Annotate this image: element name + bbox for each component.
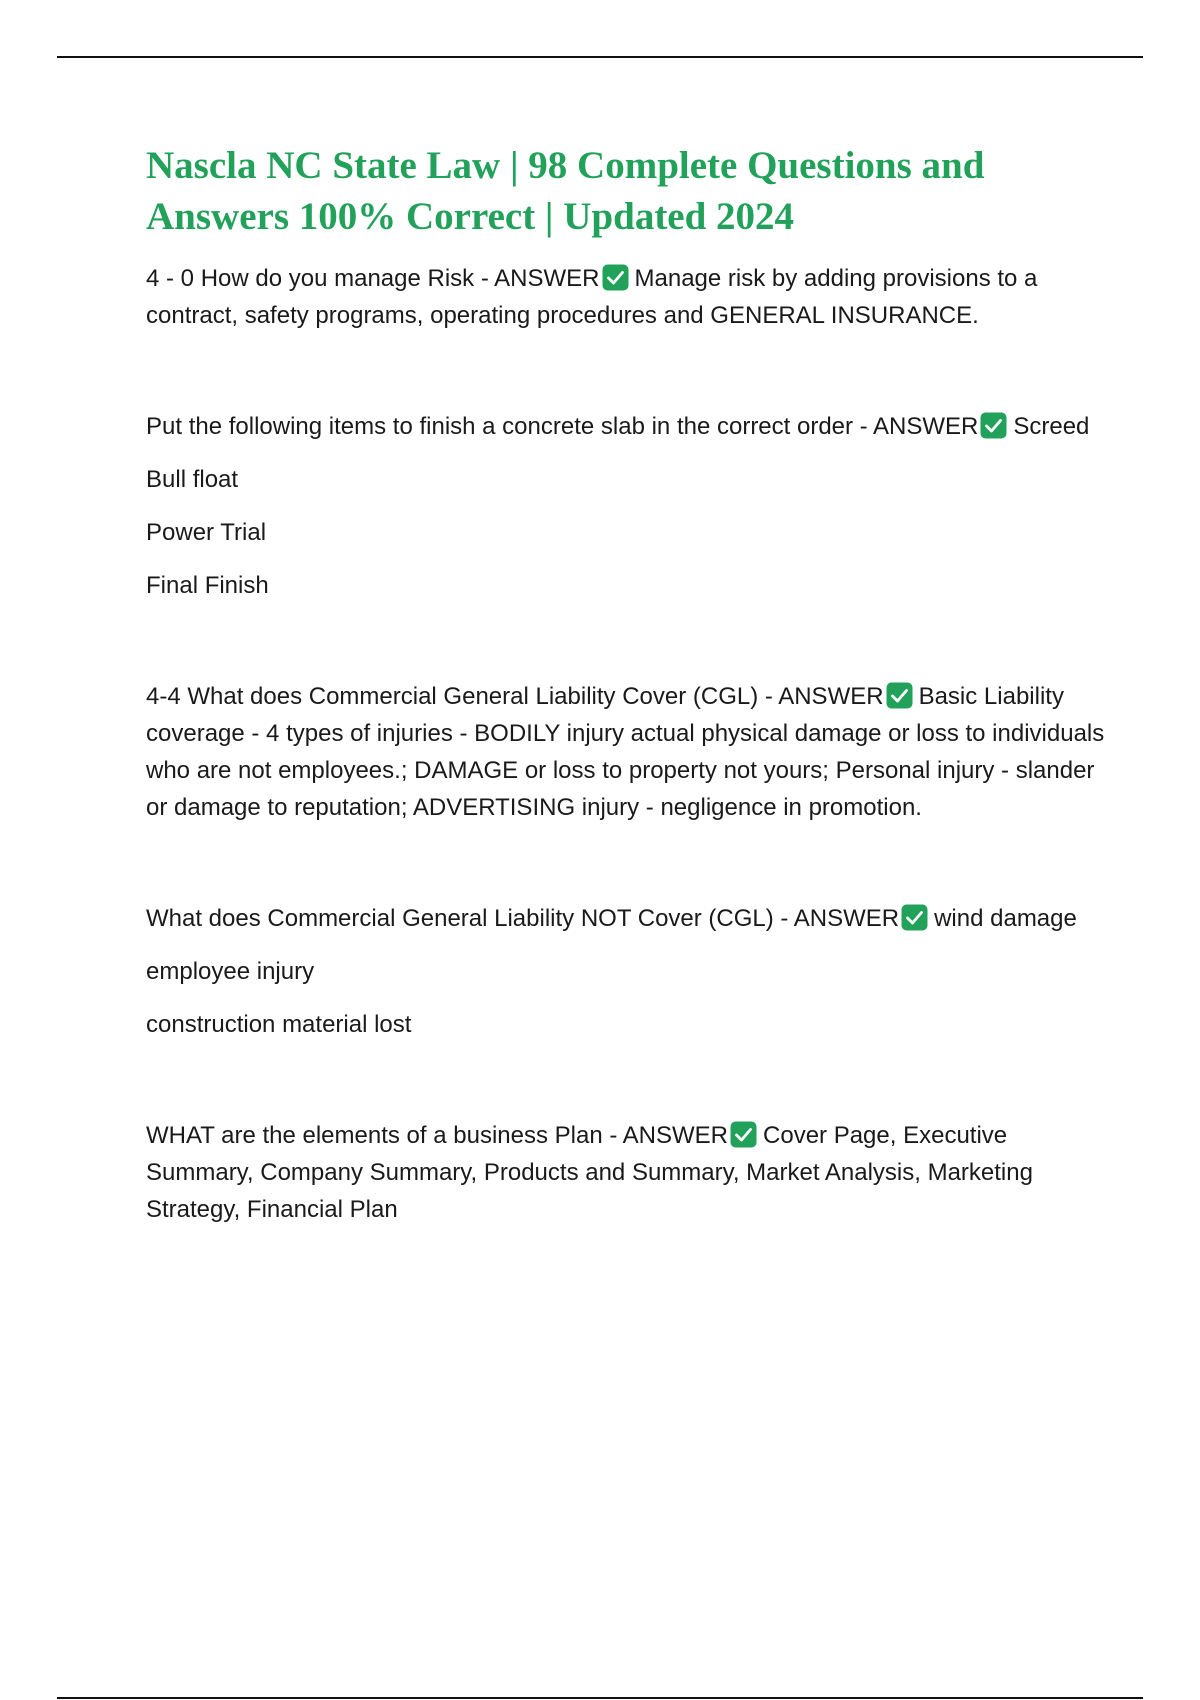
- green-checkmark-icon: [980, 412, 1007, 439]
- document-body: [146, 140, 1106, 1228]
- qa-answer: Basic Liability coverage - 4 types of injuries - BODILY injury actual physical damage or loss to individuals who are not employees.; DAMAGE or loss to property not yours; Personal injury - slander or damage to reputation; ADVERTISING injury - negligence in promotion.: [146, 683, 1105, 821]
- qa-answer: Manage risk by adding provisions to a contract, safety programs, operating procedures and GENERAL INSURANCE.: [146, 265, 1038, 329]
- qa-answer-line: Power Trial: [146, 519, 267, 546]
- qa-answer-line: construction material lost: [146, 1011, 412, 1038]
- qa-question-line: [146, 260, 1106, 334]
- qa-item: [146, 900, 1106, 1043]
- qa-question: WHAT are the elements of a business Plan - ANSWER: [146, 1122, 729, 1149]
- qa-question-line: [146, 408, 1106, 445]
- qa-item: [146, 260, 1106, 334]
- green-checkmark-icon: [901, 904, 928, 931]
- bottom-rule: [57, 1697, 1143, 1699]
- qa-item: [146, 1117, 1106, 1228]
- qa-item: [146, 408, 1106, 604]
- qa-question: Put the following items to finish a concrete slab in the correct order - ANSWER: [146, 413, 979, 440]
- page-title: Nascla NC State Law | 98 Complete Questions and Answers 100% Correct | Updated 2024: [146, 144, 985, 238]
- qa-answer: wind damage: [934, 905, 1077, 932]
- qa-question-line: [146, 1117, 1106, 1228]
- green-checkmark-icon: [730, 1121, 757, 1148]
- qa-answer: Cover Page, Executive Summary, Company Summary, Products and Summary, Market Analysis, Marketing Strategy, Financial Plan: [146, 1122, 1033, 1223]
- qa-answer: Screed: [1013, 413, 1090, 440]
- top-rule: [57, 56, 1143, 58]
- qa-answer-line: Bull float: [146, 466, 239, 493]
- qa-answer-line: employee injury: [146, 958, 315, 985]
- qa-question: 4-4 What does Commercial General Liability Cover (CGL) - ANSWER: [146, 683, 884, 710]
- qa-question-line: [146, 678, 1106, 826]
- qa-question: 4 - 0 How do you manage Risk - ANSWER: [146, 265, 600, 292]
- qa-answer-line: Final Finish: [146, 572, 269, 599]
- qa-item: [146, 678, 1106, 826]
- green-checkmark-icon: [886, 682, 913, 709]
- green-checkmark-icon: [602, 264, 629, 291]
- qa-question: What does Commercial General Liability NOT Cover (CGL) - ANSWER: [146, 905, 900, 932]
- qa-question-line: [146, 900, 1106, 937]
